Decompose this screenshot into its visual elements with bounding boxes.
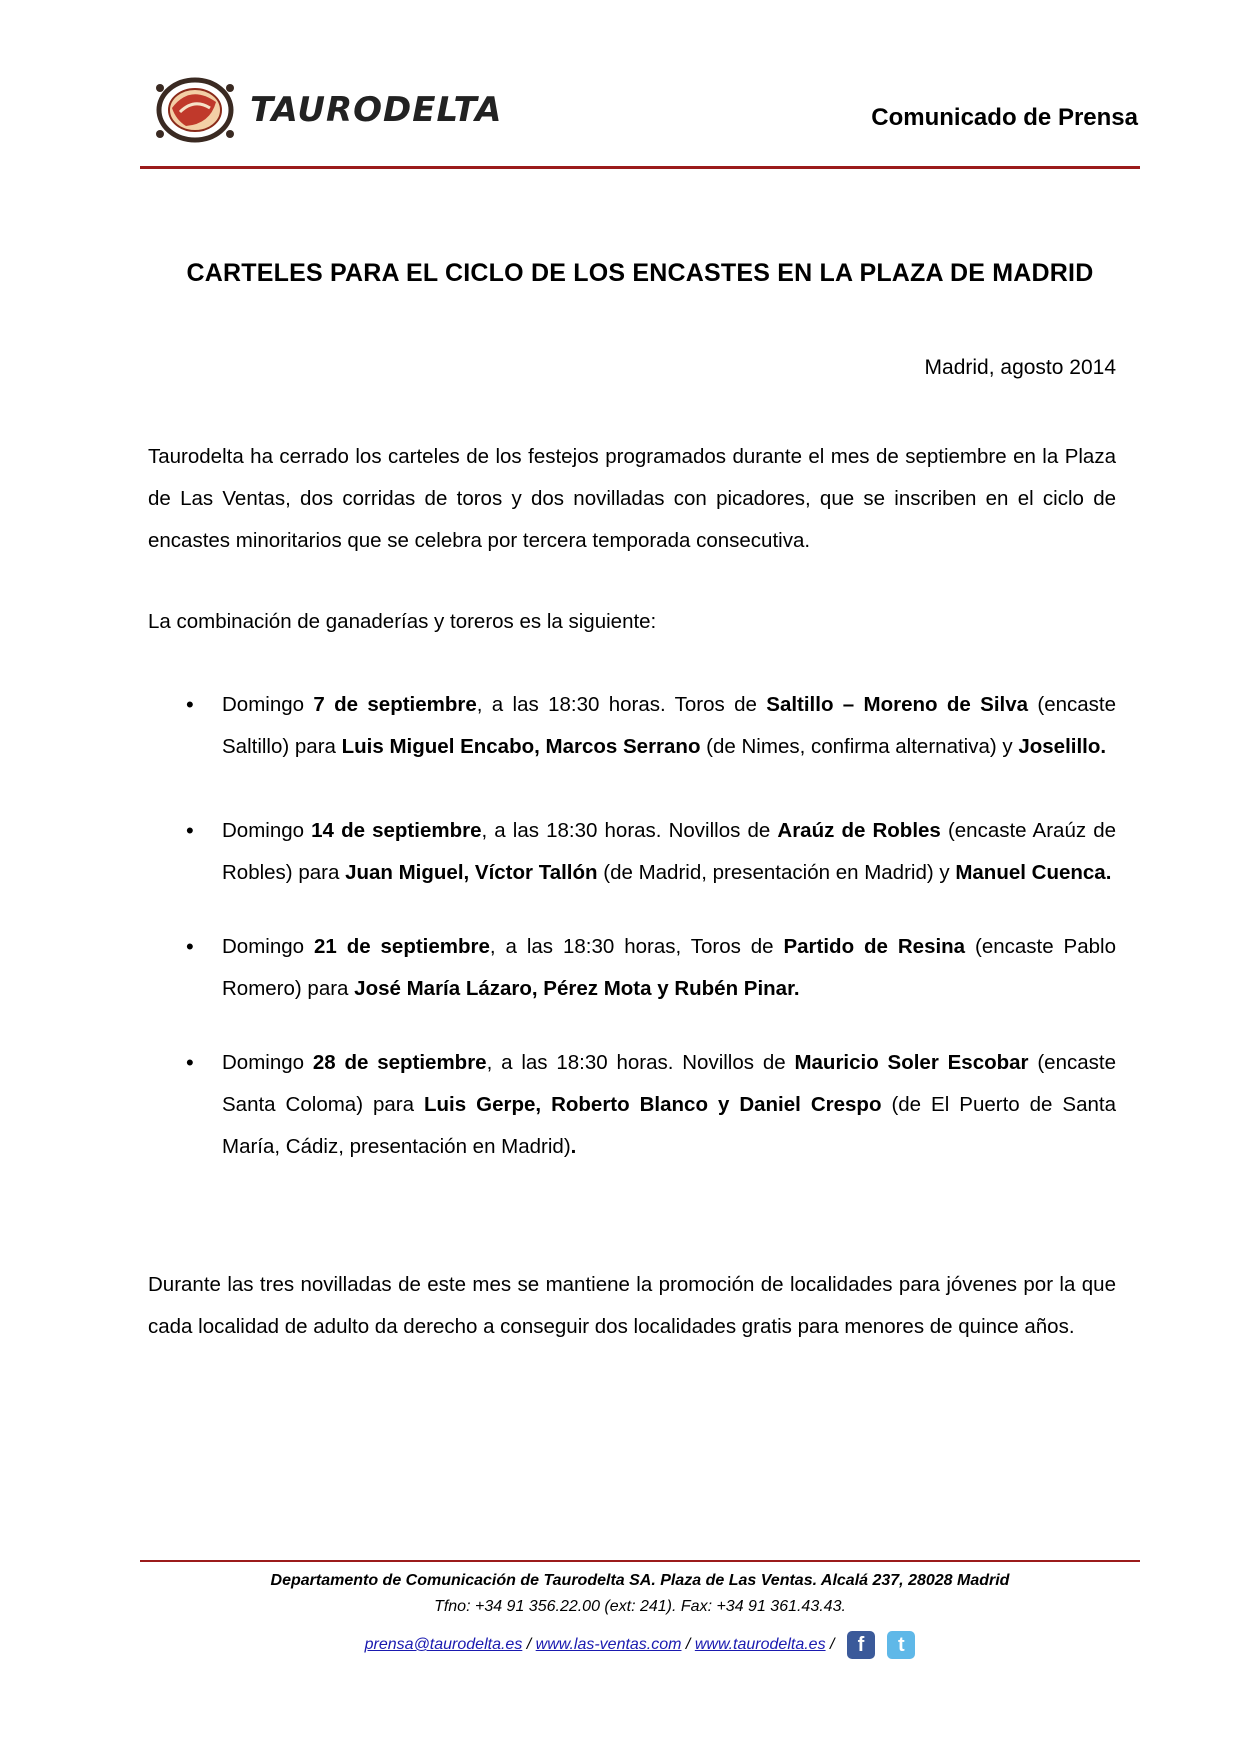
- bullet-icon: •: [186, 934, 194, 959]
- footer-address: Departamento de Comunicación de Taurodelta SA. Plaza de Las Ventas. Alcalá 237, 28028 Madrid: [270, 1572, 1010, 1589]
- bullet-icon: •: [186, 818, 194, 843]
- bullet-icon: •: [186, 692, 194, 717]
- event-item: • Domingo 21 de septiembre, a las 18:30 horas, Toros de Partido de Resina (encaste Pablo Romero) para José María Lázaro, Pérez Mota y Rubén Pinar.: [148, 926, 1116, 1010]
- bullet-icon: •: [186, 1050, 194, 1075]
- page-header: [140, 68, 1140, 168]
- footer-phone: Tfno: +34 91 356.22.00 (ext: 241). Fax: +34 91 361.43.43.: [434, 1598, 846, 1615]
- logo-wordmark: TAURODELTA: [250, 90, 503, 130]
- page-title: CARTELES PARA EL CICLO DE LOS ENCASTES EN LA PLAZA DE MADRID: [186, 259, 1094, 287]
- email-link[interactable]: prensa@taurodelta.es: [364, 1636, 523, 1653]
- page-footer: [140, 1568, 1140, 1660]
- taurodelta-link[interactable]: www.taurodelta.es: [694, 1636, 826, 1653]
- taurodelta-logo: [150, 68, 503, 152]
- event-list: [148, 684, 1116, 1168]
- event-item: • Domingo 7 de septiembre, a las 18:30 horas. Toros de Saltillo – Moreno de Silva (encaste Saltillo) para Luis Miguel Encabo, Marcos Serrano (de Nimes, confirma alternativa) y Joselillo.: [148, 684, 1116, 768]
- dateline: Madrid, agosto 2014: [924, 356, 1116, 379]
- footer-links: prensa@taurodelta.es / www.las-ventas.com / www.taurodelta.es / f t: [140, 1630, 1140, 1660]
- press-release-label: Comunicado de Prensa: [871, 104, 1138, 131]
- lead-paragraph: La combinación de ganaderías y toreros es la siguiente:: [148, 610, 657, 633]
- facebook-icon[interactable]: f: [847, 1631, 875, 1659]
- event-item: • Domingo 28 de septiembre, a las 18:30 horas. Novillos de Mauricio Soler Escobar (encaste Santa Coloma) para Luis Gerpe, Roberto Blanco y Daniel Crespo (de El Puerto de Santa María, Cádiz, presentación en Madrid).: [148, 1042, 1116, 1168]
- intro-paragraph: Taurodelta ha cerrado los carteles de los festejos programados durante el mes de septiembre en la Plaza de Las Ventas, dos corridas de toros y dos novilladas con picadores, que se inscriben en el ciclo de encastes minoritarios que se celebra por tercera temporada consecutiva.: [148, 445, 1116, 552]
- bull-ring-logo-icon: [150, 68, 240, 152]
- las-ventas-link[interactable]: www.las-ventas.com: [535, 1636, 682, 1653]
- header-divider: [140, 166, 1140, 169]
- footer-divider: [140, 1560, 1140, 1562]
- closing-paragraph: Durante las tres novilladas de este mes se mantiene la promoción de localidades para jóvenes por la que cada localidad de adulto da derecho a conseguir dos localidades gratis para menores de quince años.: [148, 1273, 1116, 1338]
- twitter-icon[interactable]: t: [887, 1631, 915, 1659]
- event-item: • Domingo 14 de septiembre, a las 18:30 horas. Novillos de Araúz de Robles (encaste Araúz de Robles) para Juan Miguel, Víctor Tallón (de Madrid, presentación en Madrid) y Manuel Cuenca.: [148, 810, 1116, 894]
